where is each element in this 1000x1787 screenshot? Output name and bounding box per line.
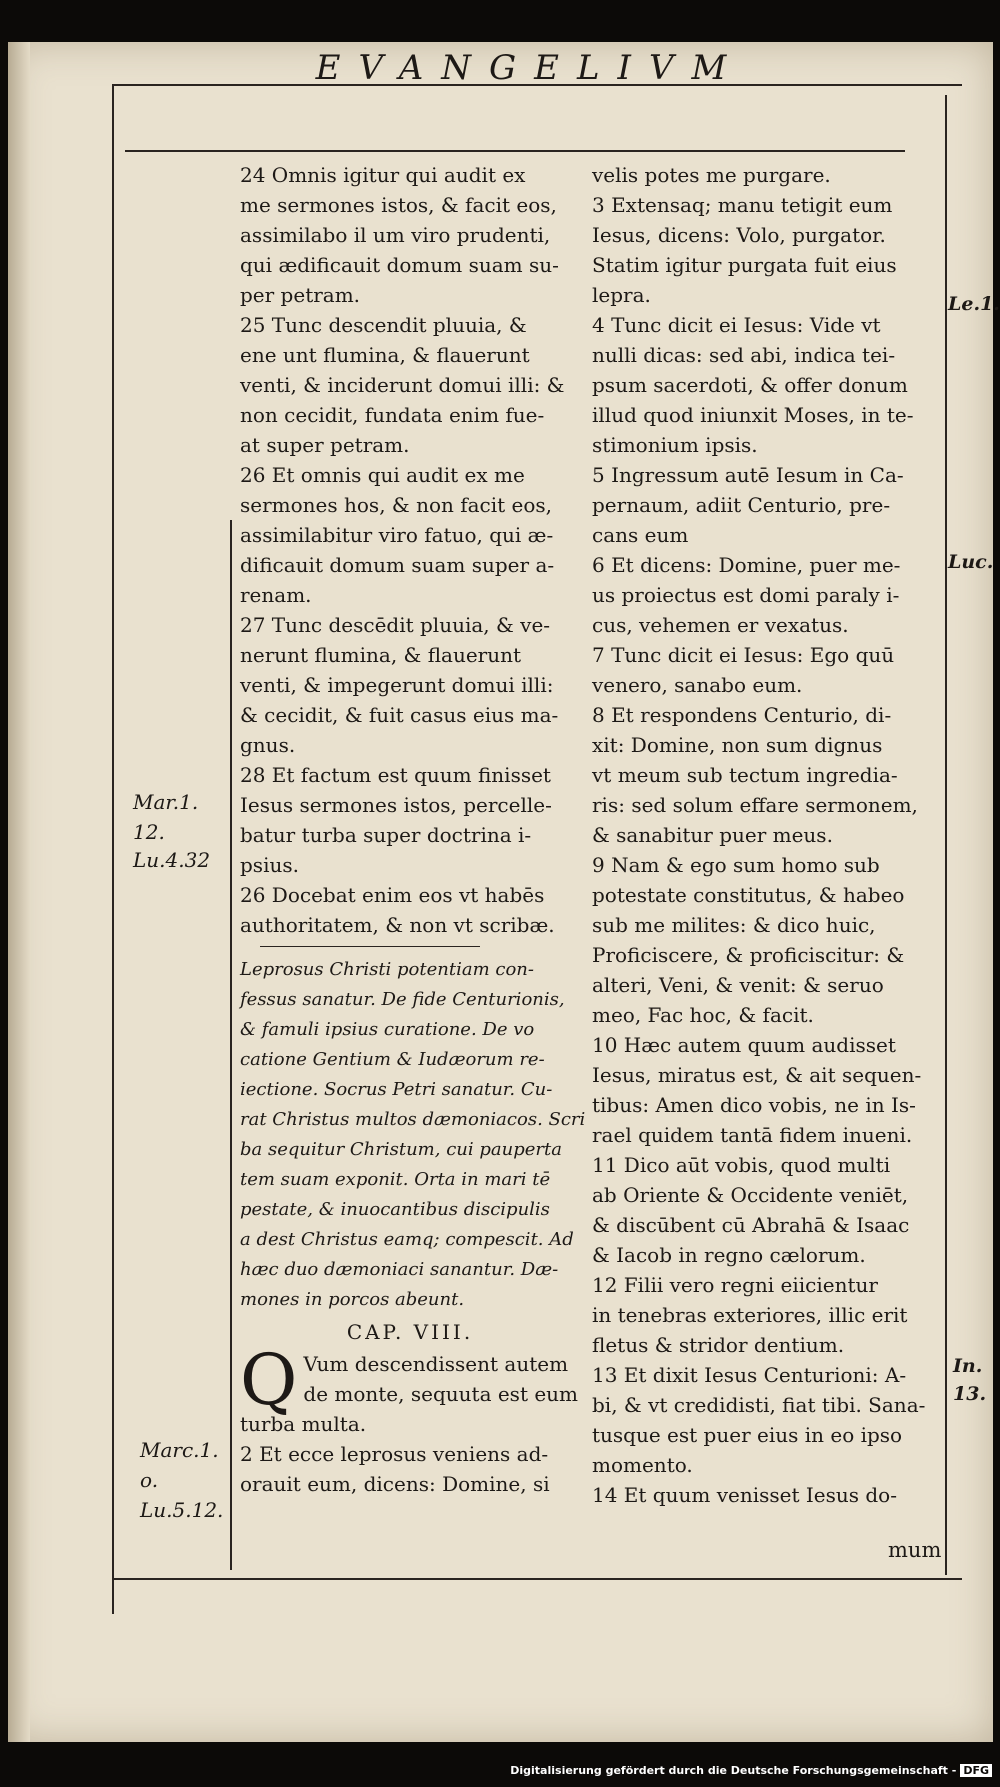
text-line: authoritatem, & non vt scribæ. (240, 913, 555, 937)
text-line: ene unt flumina, & flauerunt (240, 343, 530, 367)
catchword: mum (888, 1538, 942, 1562)
text-line: de monte, sequuta est eum (303, 1382, 579, 1406)
left-verses (240, 160, 580, 940)
text-line: me sermones istos, & facit eos, (240, 193, 557, 217)
text-line: batur turba super doctrina i- (240, 823, 532, 847)
text-line: meo, Fac hoc, & facit. (592, 1003, 814, 1027)
text-line: ab Oriente & Occidente veniēt, (592, 1183, 909, 1207)
text-line: 26 Docebat enim eos vt habēs (240, 883, 545, 907)
text-line: stimonium ipsis. (592, 433, 758, 457)
margin-note-marc-verse: o. (140, 1468, 159, 1492)
bottom-rule (112, 1578, 962, 1580)
margin-note-right-luc: Luc. (948, 551, 994, 573)
summary-line: Leprosus Christi potentiam con- (240, 959, 534, 980)
credit-text: Digitalisierung gefördert durch die Deutsche Forschungsgemeinschaft - (510, 1764, 957, 1777)
text-line: Iesus, miratus est, & ait sequen- (592, 1063, 922, 1087)
text-line: gnus. (240, 733, 296, 757)
margin-note-right-13: 13. (953, 1383, 987, 1405)
text-line: 12 Filii vero regni eiicientur (592, 1273, 878, 1297)
text-line: 27 Tunc descēdit pluuia, & ve- (240, 613, 551, 637)
text-line: rael quidem tantā fidem inueni. (592, 1123, 913, 1147)
text-line: 26 Et omnis qui audit ex me (240, 463, 525, 487)
text-line: 24 Omnis igitur qui audit ex (240, 163, 526, 187)
text-line: 25 Tunc descendit pluuia, & (240, 313, 527, 337)
summary-line: tem suam exponit. Orta in mari tē (240, 1169, 551, 1190)
margin-note-right-le: Le.1. (948, 293, 1000, 315)
running-header: EVANGELIVM (315, 48, 745, 88)
text-line: venti, & impegerunt domui illi: (240, 673, 554, 697)
text-line: momento. (592, 1453, 693, 1477)
text-line: potestate constitutus, & habeo (592, 883, 905, 907)
chapter-summary (240, 955, 586, 1315)
margin-note-right-in: In. (953, 1355, 983, 1377)
text-line: sub me milites: & dico huic, (592, 913, 876, 937)
text-line: pernaum, adiit Centurio, pre- (592, 493, 891, 517)
summary-line: ba sequitur Christum, cui pauperta (240, 1139, 562, 1160)
text-line: tusque est puer eius in eo ipso (592, 1423, 903, 1447)
text-line: 4 Tunc dicit ei Iesus: Vide vt (592, 313, 881, 337)
text-line: 10 Hæc autem quum audisset (592, 1033, 896, 1057)
text-line: Vum descendissent autem (303, 1352, 569, 1376)
text-line: & Iacob in regno cælorum. (592, 1243, 866, 1267)
summary-line: rat Christus multos dæmoniacos. Scri (240, 1109, 586, 1130)
margin-note-luke: Lu.4.32 (133, 848, 211, 872)
text-line: & sanabitur puer meus. (592, 823, 833, 847)
outer-left-rule (112, 84, 114, 1614)
text-line: venti, & inciderunt domui illi: & (240, 373, 565, 397)
text-line: Iesus sermones istos, percelle- (240, 793, 552, 817)
text-line: 9 Nam & ego sum homo sub (592, 853, 880, 877)
summary-line: fessus sanatur. De fide Centurionis, (240, 989, 565, 1010)
text-line: 5 Ingressum autē Iesum in Ca- (592, 463, 904, 487)
text-line: psius. (240, 853, 299, 877)
summary-line: iectione. Socrus Petri sanatur. Cu- (240, 1079, 553, 1100)
text-line: assimilabitur viro fatuo, qui æ- (240, 523, 554, 547)
text-line: 28 Et factum est quum finisset (240, 763, 551, 787)
text-line: qui ædificauit domum suam su- (240, 253, 559, 277)
margin-note-mar-verse: 12. (133, 820, 165, 844)
summary-divider (260, 946, 480, 947)
inner-left-rule (230, 520, 232, 1570)
text-line: bi, & vt credidisti, fiat tibi. Sana- (592, 1393, 926, 1417)
text-line: nulli dicas: sed abi, indica tei- (592, 343, 896, 367)
summary-line: catione Gentium & Iudæorum re- (240, 1049, 545, 1070)
right-column (592, 160, 937, 1510)
text-line: illud quod iniunxit Moses, in te- (592, 403, 914, 427)
text-line: 13 Et dixit Iesus Centurioni: A- (592, 1363, 907, 1387)
text-line: 2 Et ecce leprosus veniens ad- (240, 1442, 549, 1466)
text-line: venero, sanabo eum. (592, 673, 803, 697)
text-line: xit: Domine, non sum dignus (592, 733, 883, 757)
text-line: turba multa. (240, 1412, 367, 1436)
chapter-heading: CAP. VIII. (346, 1320, 474, 1344)
text-line: vt meum sub tectum ingredia- (592, 763, 898, 787)
dfg-logo: DFG (960, 1764, 992, 1777)
summary-line: & famuli ipsius curatione. De vo (240, 1019, 535, 1040)
text-line: assimilabo il um viro prudenti, (240, 223, 551, 247)
text-line: renam. (240, 583, 312, 607)
text-line: dificauit domum suam super a- (240, 553, 555, 577)
margin-note-marc: Marc.1. (140, 1438, 219, 1462)
text-line: nerunt flumina, & flauerunt (240, 643, 522, 667)
right-rule (945, 95, 947, 1575)
header-rule (125, 150, 905, 152)
left-column (240, 160, 586, 1499)
text-line: 3 Extensaq; manu tetigit eum (592, 193, 893, 217)
text-line: & discūbent cū Abrahā & Isaac (592, 1213, 910, 1237)
text-line: sermones hos, & non facit eos, (240, 493, 553, 517)
margin-note-mar: Mar.1. (133, 790, 199, 814)
text-line: us proiectus est domi paraly i- (592, 583, 900, 607)
margin-note-luke-5: Lu.5.12. (140, 1498, 224, 1522)
text-line: 8 Et respondens Centurio, di- (592, 703, 892, 727)
text-line: cans eum (592, 523, 689, 547)
text-line: velis potes me purgare. (592, 163, 831, 187)
text-line: lepra. (592, 283, 651, 307)
text-line: 14 Et quum venisset Iesus do- (592, 1483, 897, 1507)
text-line: tibus: Amen dico vobis, ne in Is- (592, 1093, 916, 1117)
text-line: Proficiscere, & proficiscitur: & (592, 943, 905, 967)
drop-capital: Q (240, 1339, 298, 1421)
chapter-opening (240, 1339, 580, 1499)
text-line: 6 Et dicens: Domine, puer me- (592, 553, 901, 577)
text-line: psum sacerdoti, & offer donum (592, 373, 908, 397)
text-line: non cecidit, fundata enim fue- (240, 403, 545, 427)
text-line: alteri, Veni, & venit: & seruo (592, 973, 884, 997)
text-line: & cecidit, & fuit casus eius ma- (240, 703, 559, 727)
text-line: orauit eum, dicens: Domine, si (240, 1472, 550, 1496)
summary-line: pestate, & inuocantibus discipulis (240, 1199, 550, 1220)
text-line: Iesus, dicens: Volo, purgator. (592, 223, 886, 247)
summary-line: hæc duo dæmoniaci sanantur. Dæ- (240, 1259, 559, 1280)
text-line: Statim igitur purgata fuit eius (592, 253, 897, 277)
digitization-credit (510, 1764, 992, 1777)
summary-line: mones in porcos abeunt. (240, 1289, 465, 1310)
summary-line: a dest Christus eamq; compescit. Ad (240, 1229, 574, 1250)
text-line: at super petram. (240, 433, 410, 457)
text-line: 11 Dico aūt vobis, quod multi (592, 1153, 891, 1177)
text-line: ris: sed solum effare sermonem, (592, 793, 918, 817)
text-line: fletus & stridor dentium. (592, 1333, 845, 1357)
text-line: 7 Tunc dicit ei Iesus: Ego quū (592, 643, 895, 667)
page-gutter-shadow (8, 42, 30, 1742)
text-line: in tenebras exteriores, illic erit (592, 1303, 908, 1327)
text-line: per petram. (240, 283, 361, 307)
text-line: cus, vehemen er vexatus. (592, 613, 849, 637)
